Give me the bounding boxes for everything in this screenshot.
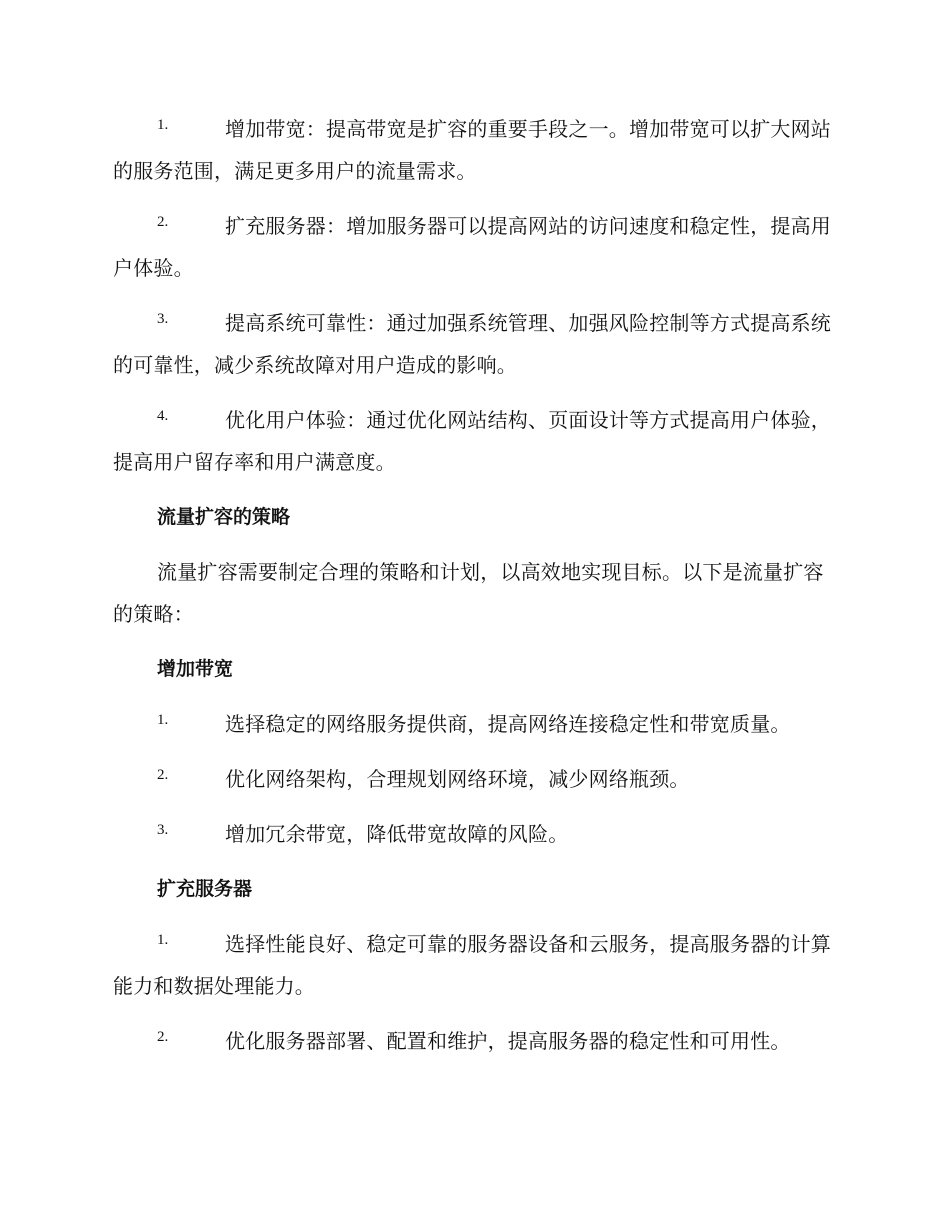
list-text: 选择稳定的网络服务提供商，提高网络连接稳定性和带宽质量。 xyxy=(225,712,791,736)
list-number: 2. xyxy=(157,767,169,783)
list-text: 增加冗余带宽，降低带宽故障的风险。 xyxy=(225,822,569,846)
list-number: 3. xyxy=(157,311,169,327)
list-number: 2. xyxy=(157,214,169,230)
list-number: 1. xyxy=(157,712,169,728)
list-number: 3. xyxy=(157,822,169,838)
list-text: 优化用户体验：通过优化网站结构、页面设计等方式提高用户体验，提高用户留存率和用户满意度。 xyxy=(113,408,831,474)
list-item xyxy=(113,302,835,386)
list-number: 1. xyxy=(157,932,169,948)
section-heading-strategy: 流量扩容的策略 xyxy=(157,506,291,528)
list-number: 1. xyxy=(157,117,169,133)
strategy-paragraph: 流量扩容需要制定合理的策略和计划，以高效地实现目标。以下是流量扩容的策略： xyxy=(113,560,824,626)
section-heading-servers: 扩充服务器 xyxy=(157,878,253,900)
section-heading-bandwidth: 增加带宽 xyxy=(157,658,234,680)
list-text: 选择性能良好、稳定可靠的服务器设备和云服务，提高服务器的计算能力和数据处理能力。 xyxy=(113,932,831,998)
list-item xyxy=(113,758,835,800)
document-body xyxy=(113,108,835,1075)
list-text: 提高系统可靠性：通过加强系统管理、加强风险控制等方式提高系统的可靠性，减少系统故障对用户造成的影响。 xyxy=(113,311,831,377)
list-text: 优化服务器部署、配置和维护，提高服务器的稳定性和可用性。 xyxy=(225,1029,791,1053)
list-item xyxy=(113,1020,835,1062)
list-text: 增加带宽：提高带宽是扩容的重要手段之一。增加带宽可以扩大网站的服务范围，满足更多用户的流量需求。 xyxy=(113,117,831,183)
list-item xyxy=(113,108,835,192)
list-item xyxy=(113,813,835,855)
list-number: 2. xyxy=(157,1029,169,1045)
list-item xyxy=(113,923,835,1007)
list-item xyxy=(113,703,835,745)
list-number: 4. xyxy=(157,408,169,424)
list-item xyxy=(113,205,835,289)
list-text: 优化网络架构，合理规划网络环境，减少网络瓶颈。 xyxy=(225,767,690,791)
list-item xyxy=(113,399,835,483)
list-text: 扩充服务器：增加服务器可以提高网站的访问速度和稳定性，提高用户体验。 xyxy=(113,214,831,280)
